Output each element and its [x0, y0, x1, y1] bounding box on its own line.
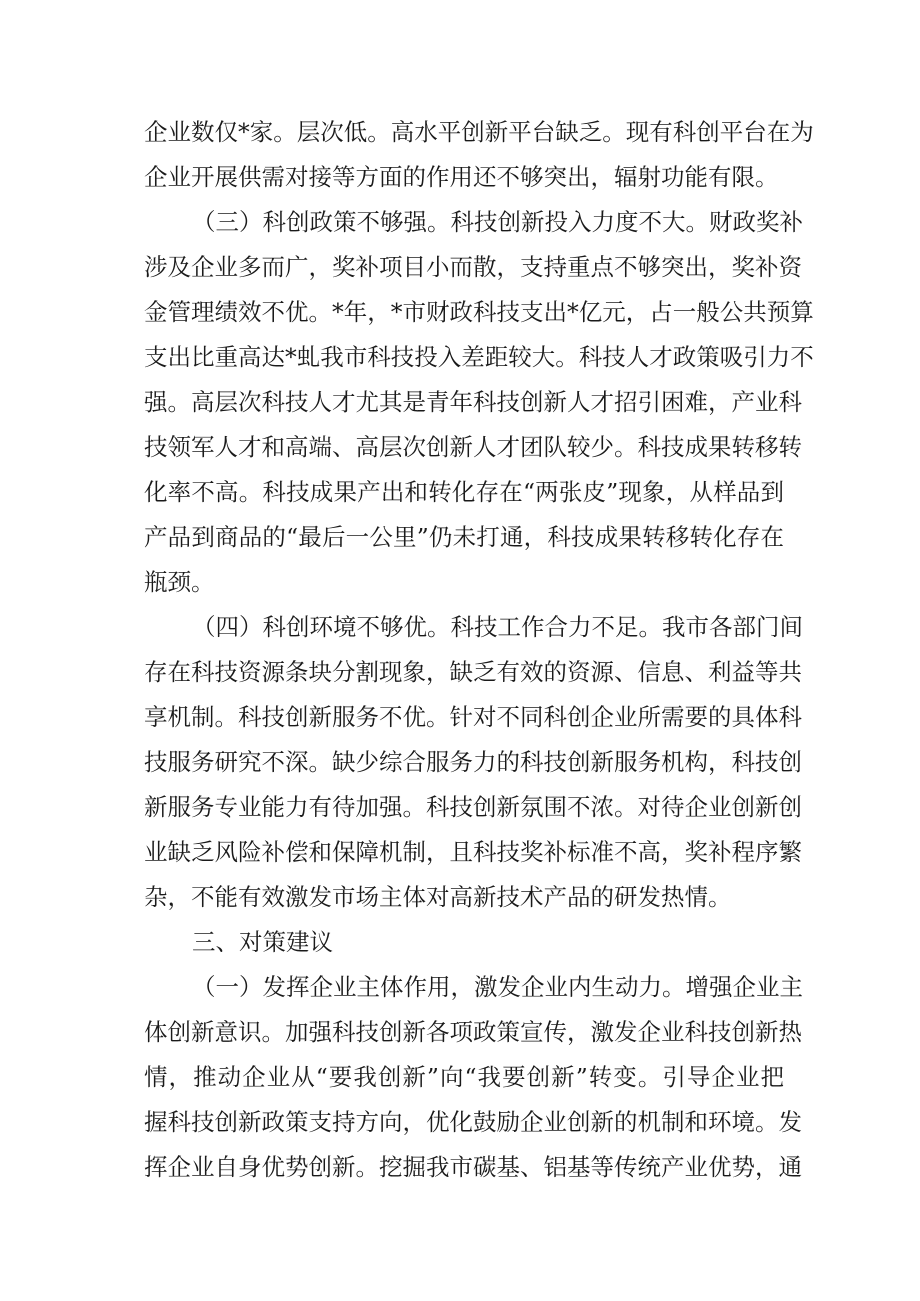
text-line: 企业数仅*家。层次低。高水平创新平台缺乏。现有科创平台在为 [144, 118, 814, 146]
text-line: 情，推动企业从“要我创新”向“我要创新”转变。引导企业把 [144, 1063, 784, 1091]
section-heading-1: （一）发挥企业主体作用，激发企业内生动力。增强企业主 [192, 973, 803, 1001]
text-line: 体创新意识。加强科技创新各项政策宣传，激发企业科技创新热 [144, 1018, 802, 1046]
text-line: 挥企业自身优势创新。挖掘我市碳基、铝基等传统产业优势，通 [144, 1153, 802, 1181]
section-heading-3: （三）科创政策不够强。科技创新投入力度不大。财政奖补 [192, 208, 803, 236]
section-heading-4: （四）科创环境不够优。科技工作合力不足。我市各部门间 [192, 613, 803, 641]
text-line: 金管理绩效不优。*年，*市财政科技支出*亿元，占一般公共预算 [144, 298, 814, 326]
text-line: 业缺乏风险补偿和保障机制，且科技奖补标准不高，奖补程序繁 [144, 838, 802, 866]
text-line: 技领军人才和高端、高层次创新人才团队较少。科技成果转移转 [144, 433, 802, 461]
text-line: 杂，不能有效激发市场主体对高新技术产品的研发热情。 [144, 883, 732, 911]
chapter-heading: 三、对策建议 [192, 928, 333, 956]
text-line: 瓶颈。 [144, 568, 215, 596]
text-line: 强。高层次科技人才尤其是青年科技创新人才招引困难，产业科 [144, 388, 802, 416]
text-line: 握科技创新政策支持方向，优化鼓励企业创新的机制和环境。发 [144, 1108, 802, 1136]
text-line: 企业开展供需对接等方面的作用还不够突出，辐射功能有限。 [144, 163, 779, 191]
text-line: 支出比重高达*虬我市科技投入差距较大。科技人才政策吸引力不 [144, 343, 814, 371]
text-line: 新服务专业能力有待加强。科技创新氛围不浓。对待企业创新创 [144, 793, 802, 821]
text-line: 存在科技资源条块分割现象，缺乏有效的资源、信息、利益等共 [144, 658, 802, 686]
text-line: 化率不高。科技成果产出和转化存在“两张皮”现象，从样品到 [144, 478, 784, 506]
text-line: 产品到商品的“最后一公里”仍未打通，科技成果转移转化存在 [144, 523, 784, 551]
text-line: 享机制。科技创新服务不优。针对不同科创企业所需要的具体科 [144, 703, 802, 731]
text-line: 涉及企业多而广，奖补项目小而散，支持重点不够突出，奖补资 [144, 253, 802, 281]
text-line: 技服务研究不深。缺少综合服务力的科技创新服务机构，科技创 [144, 748, 802, 776]
